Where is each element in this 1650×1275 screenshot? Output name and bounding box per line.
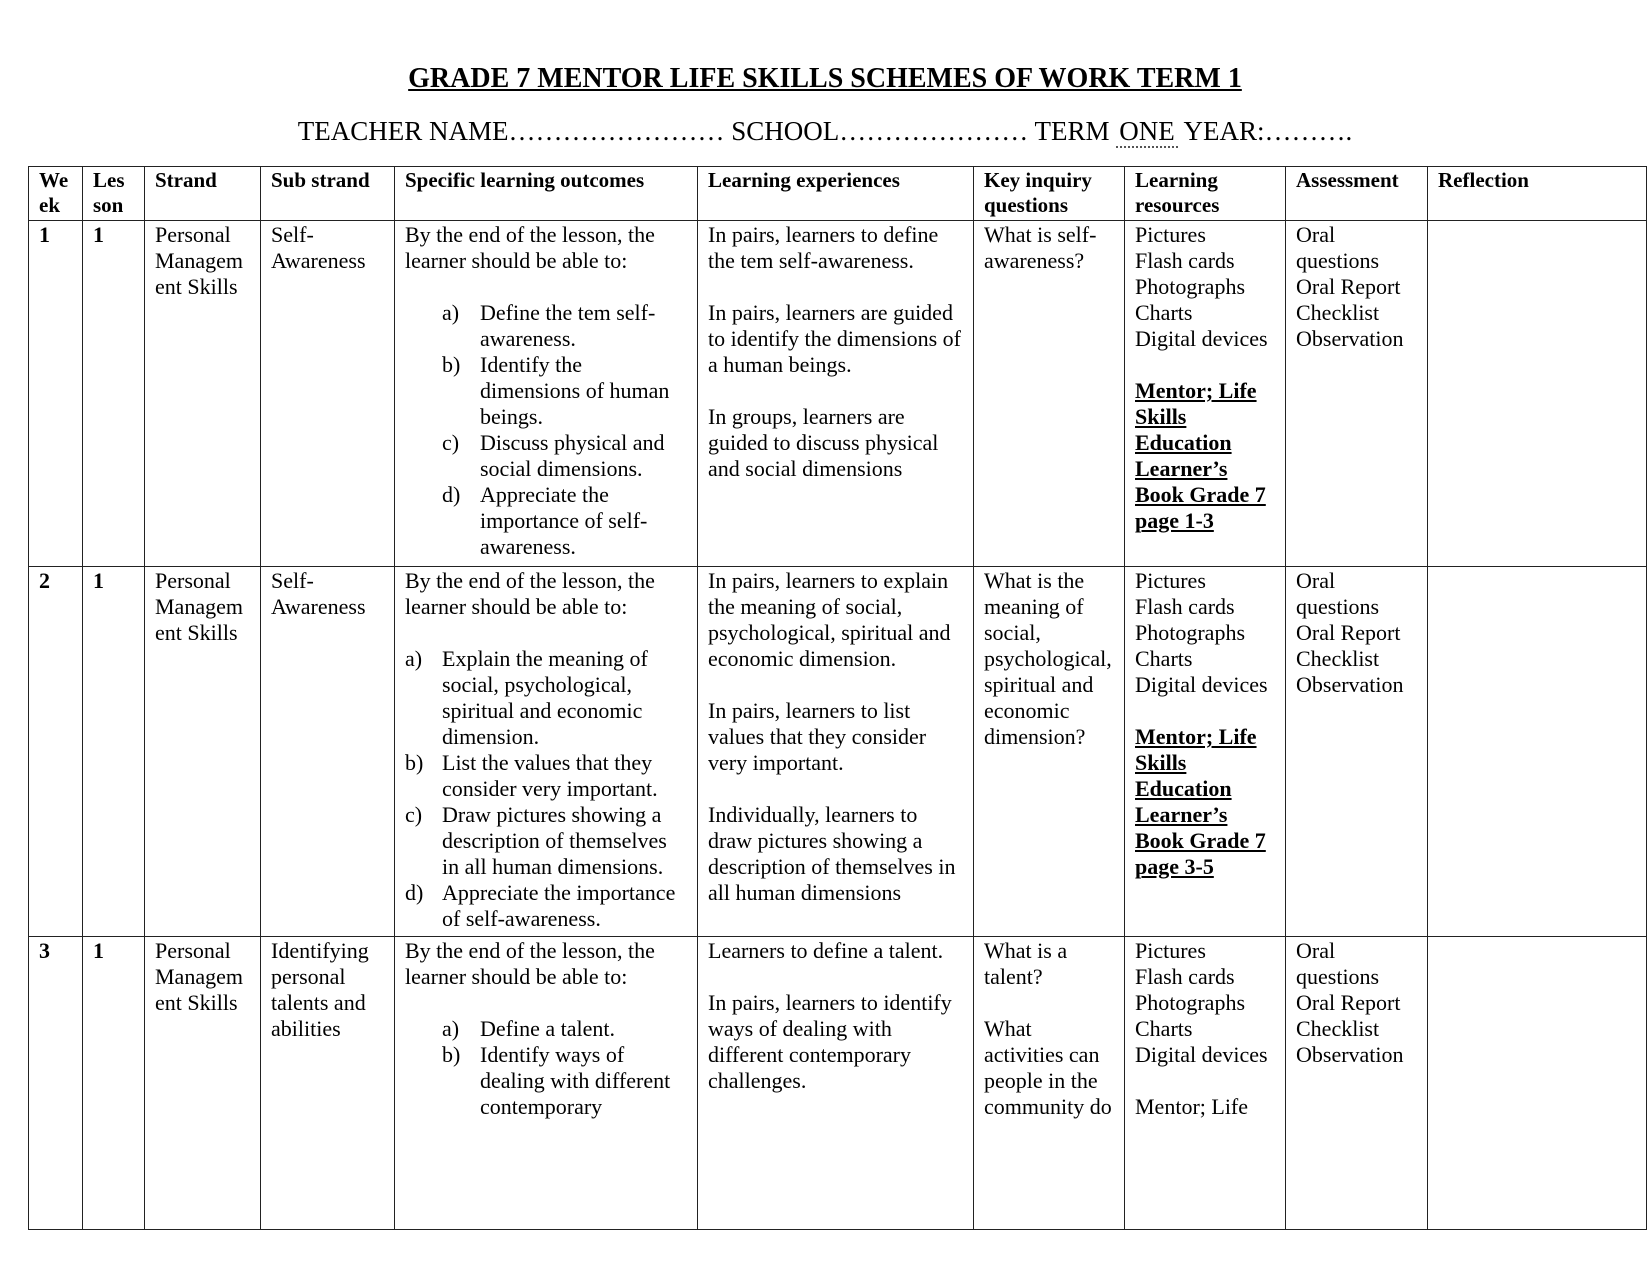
outcomes-cell xyxy=(395,937,698,1230)
term-value: ONE xyxy=(1116,116,1178,148)
experiences-cell xyxy=(698,937,974,1230)
strand-cell: Personal Managem ent Skills xyxy=(145,937,261,1230)
lesson-cell: 1 xyxy=(83,937,145,1230)
document-title: GRADE 7 MENTOR LIFE SKILLS SCHEMES OF WORK TERM 1 xyxy=(408,63,1242,94)
header-lesson: Les son xyxy=(83,167,145,221)
resource-item: Digital devices xyxy=(1135,1042,1268,1067)
outcomes-intro: By the end of the lesson, the learner should be able to: xyxy=(405,568,655,619)
list-item: a) Define the tem self-awareness. xyxy=(442,300,656,351)
assessment-item: Oral questions xyxy=(1296,938,1380,989)
resource-item: Pictures xyxy=(1135,568,1206,593)
experience-item: Individually, learners to draw pictures showing a description of themselves in all human dimensions xyxy=(708,802,956,905)
outcomes-intro: By the end of the lesson, the learner should be able to: xyxy=(405,938,655,989)
list-item: d) Appreciate the importance of self-awareness. xyxy=(442,482,648,559)
resource-item: Digital devices xyxy=(1135,672,1268,697)
sub-strand-cell: Self-Awareness xyxy=(261,567,395,937)
assessment-item: Observation xyxy=(1296,672,1404,697)
resource-item: Digital devices xyxy=(1135,326,1268,351)
experience-item: In groups, learners are guided to discuss physical and social dimensions xyxy=(708,404,939,481)
experience-item: In pairs, learners to explain the meaning of social, psychological, spiritual and economic dimension. xyxy=(708,568,951,671)
book-reference: Mentor; Life Skills Education Learner’s Book Grade 7 page 3-5 xyxy=(1135,724,1266,879)
key-question: What is self-awareness? xyxy=(984,222,1097,273)
assessment-item: Checklist xyxy=(1296,646,1380,671)
resources-cell xyxy=(1125,567,1286,937)
assessment-item: Oral questions xyxy=(1296,222,1380,273)
assessment-item: Oral Report xyxy=(1296,274,1401,299)
list-item: b) List the values that they consider very important. xyxy=(405,750,658,801)
week-cell: 2 xyxy=(29,567,83,937)
resource-item: Charts xyxy=(1135,1016,1193,1041)
resources-cell xyxy=(1125,937,1286,1230)
resource-item: Charts xyxy=(1135,646,1193,671)
resource-item: Pictures xyxy=(1135,222,1206,247)
key-question: What is a talent? xyxy=(984,938,1068,989)
lesson-cell: 1 xyxy=(83,221,145,567)
header-sub-strand: Sub strand xyxy=(261,167,395,221)
outcomes-list xyxy=(405,300,687,560)
table-row xyxy=(29,221,1647,567)
header-assessment: Assessment xyxy=(1286,167,1428,221)
assessment-item: Oral questions xyxy=(1296,568,1380,619)
key-questions-cell xyxy=(974,567,1125,937)
outcomes-list xyxy=(405,646,687,932)
header-resources: Learning resources xyxy=(1125,167,1286,221)
experience-item: Learners to define a talent. xyxy=(708,938,944,963)
list-item: b) Identify the dimensions of human beings. xyxy=(442,352,670,429)
book-reference: Mentor; Life Skills Education Learner’s Book Grade 7 page 1-3 xyxy=(1135,378,1266,533)
header-strand: Strand xyxy=(145,167,261,221)
reflection-cell xyxy=(1428,937,1647,1230)
reflection-cell xyxy=(1428,567,1647,937)
resource-item: Photographs xyxy=(1135,274,1245,299)
strand-cell: Personal Managem ent Skills xyxy=(145,567,261,937)
sub-strand-cell: Self-Awareness xyxy=(261,221,395,567)
key-questions-cell xyxy=(974,937,1125,1230)
week-cell: 1 xyxy=(29,221,83,567)
week-cell: 3 xyxy=(29,937,83,1230)
teacher-school-term-label: TEACHER NAME…………………… SCHOOL………………… TERM xyxy=(297,116,1110,146)
resource-item: Charts xyxy=(1135,300,1193,325)
assessment-item: Checklist xyxy=(1296,1016,1380,1041)
strand-cell: Personal Managem ent Skills xyxy=(145,221,261,567)
assessment-cell xyxy=(1286,567,1428,937)
header-outcomes: Specific learning outcomes xyxy=(395,167,698,221)
experiences-cell xyxy=(698,221,974,567)
assessment-cell xyxy=(1286,221,1428,567)
assessment-item: Oral Report xyxy=(1296,990,1401,1015)
experiences-cell xyxy=(698,567,974,937)
teacher-info-line xyxy=(0,116,1650,147)
assessment-item: Observation xyxy=(1296,1042,1404,1067)
experience-item: In pairs, learners are guided to identify the dimensions of a human beings. xyxy=(708,300,961,377)
outcomes-intro: By the end of the lesson, the learner should be able to: xyxy=(405,222,655,273)
experience-item: In pairs, learners to list values that they consider very important. xyxy=(708,698,927,775)
resource-item: Pictures xyxy=(1135,938,1206,963)
assessment-item: Checklist xyxy=(1296,300,1380,325)
resource-item: Flash cards xyxy=(1135,964,1235,989)
experience-item: In pairs, learners to define the tem self-awareness. xyxy=(708,222,939,273)
table-header-row xyxy=(29,167,1647,221)
key-question: What is the meaning of social, psychological, spiritual and economic dimension? xyxy=(984,568,1112,749)
header-key-questions: Key inquiry questions xyxy=(974,167,1125,221)
outcomes-cell xyxy=(395,567,698,937)
lesson-cell: 1 xyxy=(83,567,145,937)
header-experiences: Learning experiences xyxy=(698,167,974,221)
table-row xyxy=(29,567,1647,937)
resource-item: Flash cards xyxy=(1135,594,1235,619)
resource-item: Photographs xyxy=(1135,620,1245,645)
year-label: YEAR:………. xyxy=(1183,116,1353,146)
list-item: a) Define a talent. xyxy=(442,1016,615,1041)
list-item: c) Discuss physical and social dimensions. xyxy=(442,430,665,481)
assessment-item: Observation xyxy=(1296,326,1404,351)
list-item: d) Appreciate the importance of self-awareness. xyxy=(405,880,676,931)
header-week: We ek xyxy=(29,167,83,221)
key-question: What activities can people in the community do xyxy=(984,1016,1112,1119)
header-reflection: Reflection xyxy=(1428,167,1647,221)
outcomes-cell xyxy=(395,221,698,567)
resources-cell xyxy=(1125,221,1286,567)
list-item: a) Explain the meaning of social, psychological, spiritual and economic dimension. xyxy=(405,646,648,749)
list-item: c) Draw pictures showing a description of themselves in all human dimensions. xyxy=(405,802,667,879)
assessment-cell xyxy=(1286,937,1428,1230)
resource-item: Flash cards xyxy=(1135,248,1235,273)
experience-item: In pairs, learners to identify ways of dealing with different contemporary challenges. xyxy=(708,990,952,1093)
list-item: b) Identify ways of dealing with different contemporary xyxy=(442,1042,671,1119)
book-reference: Mentor; Life xyxy=(1135,1094,1249,1119)
outcomes-list xyxy=(405,1016,687,1120)
assessment-item: Oral Report xyxy=(1296,620,1401,645)
table-row xyxy=(29,937,1647,1230)
sub-strand-cell: Identifying personal talents and abilities xyxy=(261,937,395,1230)
resource-item: Photographs xyxy=(1135,990,1245,1015)
key-questions-cell xyxy=(974,221,1125,567)
schemes-of-work-table xyxy=(28,166,1647,1230)
reflection-cell xyxy=(1428,221,1647,567)
